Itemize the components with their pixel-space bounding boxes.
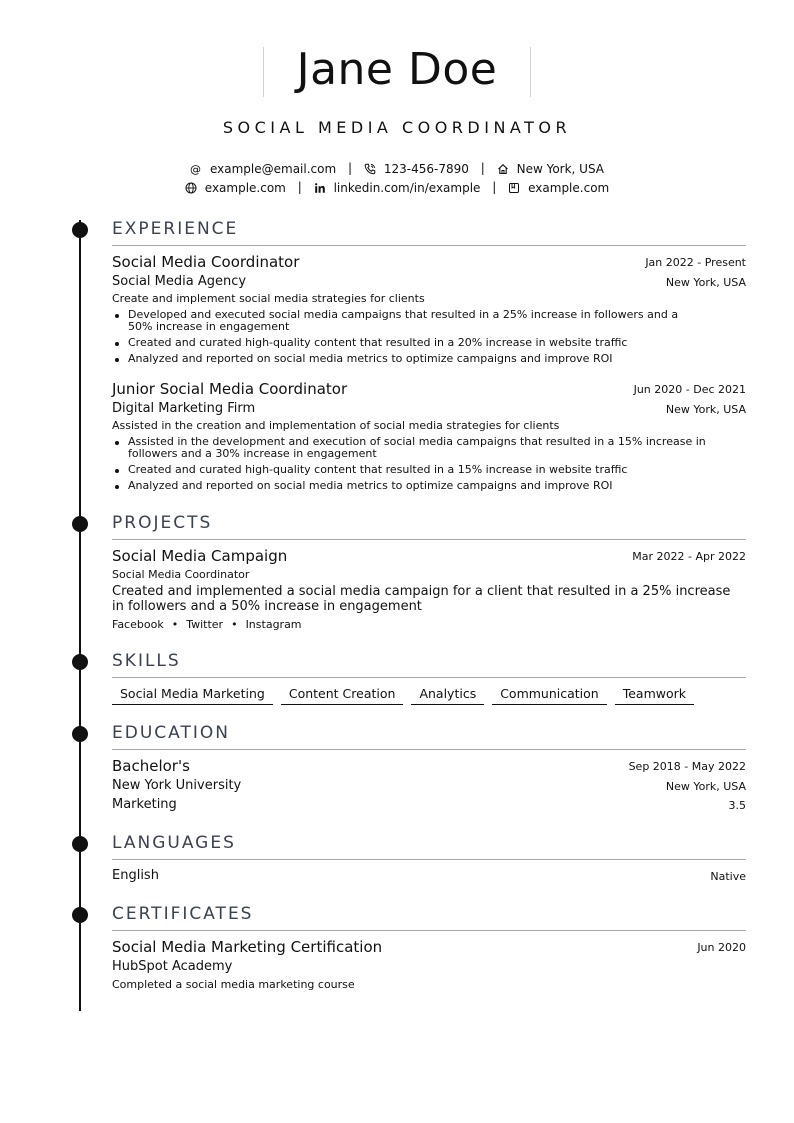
phone-contact[interactable]: [364, 161, 469, 177]
list-item: Created and curated high-quality content that resulted in a 15% increase in website traffic: [112, 464, 746, 476]
keyword: Facebook: [112, 618, 164, 631]
separator: |: [480, 161, 485, 175]
education-degree: Bachelor's: [112, 757, 190, 775]
website-contact[interactable]: [185, 180, 286, 196]
project-role: Social Media Coordinator: [112, 568, 250, 581]
location-contact: [497, 161, 604, 177]
experience-summary: Assisted in the creation and implementation of social media strategies for clients: [112, 419, 560, 432]
keyword-separator: •: [231, 618, 238, 631]
timeline-dot: [72, 836, 88, 852]
section-title: LANGUAGES: [112, 833, 236, 853]
skill-tag: Social Media Marketing: [112, 684, 273, 705]
experience-heading: [112, 218, 746, 246]
section-title: EXPERIENCE: [112, 219, 239, 239]
skill-tag: Teamwork: [615, 684, 694, 705]
list-item: Developed and executed social media campaigns that resulted in a 25% increase in followers and a 50% increase in engagement: [112, 309, 746, 333]
language-level: Native: [710, 870, 746, 883]
certificate-name: Social Media Marketing Certification: [112, 938, 383, 956]
section-title: SKILLS: [112, 651, 181, 671]
keyword-separator: •: [171, 618, 179, 631]
bookmark-icon: [508, 182, 520, 194]
education-school: New York University: [112, 778, 242, 793]
education-field: Marketing: [112, 797, 177, 812]
contact-row-1: [0, 160, 794, 177]
skill-tag: Communication: [492, 684, 607, 705]
experience-summary: Create and implement social media strategies for clients: [112, 292, 425, 305]
experience-location: New York, USA: [665, 403, 746, 416]
linkedin-text: linkedin.com/in/example: [333, 180, 481, 195]
experience-role: Junior Social Media Coordinator: [112, 380, 348, 398]
section-title: EDUCATION: [112, 723, 230, 743]
certificate-summary: Completed a social media marketing course: [112, 978, 355, 991]
language-name: English: [112, 868, 159, 883]
portfolio-text: example.com: [528, 180, 610, 195]
education-gpa: 3.5: [728, 799, 746, 812]
experience-role: Social Media Coordinator: [112, 253, 300, 271]
section-title: PROJECTS: [112, 513, 213, 533]
at-icon: [190, 163, 202, 175]
skills-heading: [112, 650, 746, 678]
section-title: CERTIFICATES: [112, 904, 254, 924]
experience-company: Social Media Agency: [112, 274, 247, 289]
experience-bullets: [112, 436, 746, 496]
experience-company: Digital Marketing Firm: [112, 401, 256, 416]
skill-tag: Analytics: [411, 684, 484, 705]
certificate-date: Jun 2020: [697, 941, 746, 954]
list-item: Analyzed and reported on social media metrics to optimize campaigns and improve ROI: [112, 353, 746, 365]
timeline-dot: [72, 516, 88, 532]
skills-list: [112, 684, 702, 705]
job-title: SOCIAL MEDIA COORDINATOR: [222, 118, 572, 137]
skill-tag: Content Creation: [281, 684, 404, 705]
education-location: New York, USA: [665, 780, 746, 793]
timeline-dot: [72, 907, 88, 923]
timeline-line: [79, 220, 81, 1011]
globe-icon: [185, 182, 197, 194]
linkedin-icon: [314, 182, 326, 194]
list-item: Created and curated high-quality content that resulted in a 20% increase in website traffic: [112, 337, 746, 349]
projects-heading: [112, 512, 746, 540]
certificate-issuer: HubSpot Academy: [112, 959, 233, 974]
project-name: Social Media Campaign: [112, 547, 288, 565]
keyword: Twitter: [186, 618, 224, 631]
project-dates: Mar 2022 - Apr 2022: [632, 550, 746, 563]
phone-icon: [364, 163, 376, 175]
list-item: Analyzed and reported on social media metrics to optimize campaigns and improve ROI: [112, 480, 746, 492]
svg-text:@: @: [189, 162, 201, 175]
location-text: New York, USA: [516, 161, 605, 176]
separator: |: [297, 180, 302, 194]
languages-heading: [112, 832, 746, 860]
website-text: example.com: [204, 180, 286, 195]
separator: |: [492, 180, 497, 194]
portfolio-contact[interactable]: [508, 180, 609, 196]
list-item: Assisted in the development and execution of social media campaigns that resulted in a 15% increase in followers and a 30% increase in engagement: [112, 436, 746, 460]
experience-bullets: [112, 309, 746, 369]
timeline-dot: [72, 654, 88, 670]
project-description: Created and implemented a social media campaign for a client that resulted in a 25% increase in followers and a 50% increase in engagement: [112, 584, 731, 614]
certificates-heading: [112, 903, 746, 931]
experience-location: New York, USA: [665, 276, 746, 289]
timeline-dot: [72, 726, 88, 742]
timeline-dot: [72, 222, 88, 238]
experience-dates: Jun 2020 - Dec 2021: [633, 383, 746, 396]
phone-text: 123-456-7890: [383, 161, 469, 176]
linkedin-contact[interactable]: [314, 180, 481, 196]
keyword: Instagram: [245, 618, 302, 631]
name-frame: [263, 44, 531, 97]
education-heading: [112, 722, 746, 750]
home-icon: [497, 163, 509, 175]
contact-row-2: [0, 179, 794, 196]
separator: |: [348, 161, 353, 175]
candidate-name: Jane Doe: [296, 44, 498, 95]
education-dates: Sep 2018 - May 2022: [628, 760, 746, 773]
email-text: example@email.com: [209, 161, 337, 176]
project-keywords: [112, 618, 302, 631]
email-contact[interactable]: [190, 161, 336, 177]
experience-dates: Jan 2022 - Present: [645, 256, 746, 269]
